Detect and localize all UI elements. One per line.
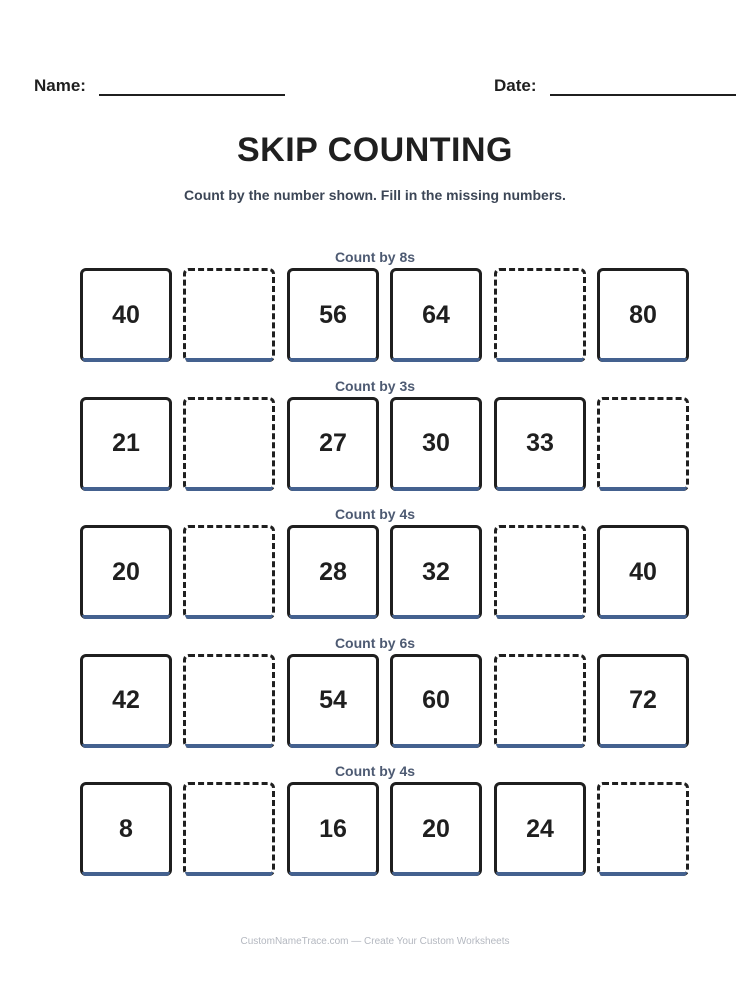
number-box: 40 xyxy=(80,268,172,362)
blank-answer-box[interactable] xyxy=(494,654,586,748)
date-write-line[interactable] xyxy=(550,80,736,96)
number-boxes xyxy=(0,654,750,750)
problem-row xyxy=(0,248,750,364)
blank-answer-box[interactable] xyxy=(183,525,275,619)
number-box: 27 xyxy=(287,397,379,491)
blank-answer-box[interactable] xyxy=(494,525,586,619)
number-box: 8 xyxy=(80,782,172,876)
problem-row xyxy=(0,762,750,878)
blank-answer-box[interactable] xyxy=(494,268,586,362)
number-box: 21 xyxy=(80,397,172,491)
count-by-label: Count by 3s xyxy=(334,377,416,394)
number-box: 28 xyxy=(287,525,379,619)
blank-answer-box[interactable] xyxy=(183,397,275,491)
problem-row xyxy=(0,634,750,750)
name-label: Name: xyxy=(34,76,86,95)
blank-answer-box[interactable] xyxy=(183,782,275,876)
name-field xyxy=(34,76,285,96)
count-by-label: Count by 4s xyxy=(334,506,416,522)
worksheet-instructions: Count by the number shown. Fill in the missing numbers. xyxy=(184,187,566,203)
number-boxes xyxy=(0,782,750,878)
number-box: 72 xyxy=(597,654,689,748)
number-box: 40 xyxy=(597,525,689,619)
count-by-label: Count by 8s xyxy=(334,249,416,265)
number-box: 24 xyxy=(494,782,586,876)
blank-answer-box[interactable] xyxy=(597,397,689,491)
number-box: 42 xyxy=(80,654,172,748)
number-box: 80 xyxy=(597,268,689,362)
problem-row xyxy=(0,377,750,493)
number-boxes xyxy=(0,397,750,493)
number-box: 56 xyxy=(287,268,379,362)
number-box: 64 xyxy=(390,268,482,362)
number-box: 60 xyxy=(390,654,482,748)
count-by-label: Count by 4s xyxy=(334,763,416,779)
number-box: 32 xyxy=(390,525,482,619)
worksheet-title: SKIP COUNTING xyxy=(236,131,513,169)
number-box: 16 xyxy=(287,782,379,876)
number-box: 33 xyxy=(494,397,586,491)
blank-answer-box[interactable] xyxy=(597,782,689,876)
date-label: Date: xyxy=(494,76,537,95)
blank-answer-box[interactable] xyxy=(183,654,275,748)
count-by-label: Count by 6s xyxy=(334,634,416,651)
blank-answer-box[interactable] xyxy=(183,268,275,362)
number-box: 30 xyxy=(390,397,482,491)
number-box: 54 xyxy=(287,654,379,748)
name-write-line[interactable] xyxy=(99,80,285,96)
number-box: 20 xyxy=(390,782,482,876)
footer-credit: CustomNameTrace.com — Create Your Custom Worksheets xyxy=(240,936,510,947)
problem-row xyxy=(0,505,750,621)
number-boxes xyxy=(0,525,750,621)
number-boxes xyxy=(0,268,750,364)
date-field xyxy=(494,76,736,96)
number-box: 20 xyxy=(80,525,172,619)
